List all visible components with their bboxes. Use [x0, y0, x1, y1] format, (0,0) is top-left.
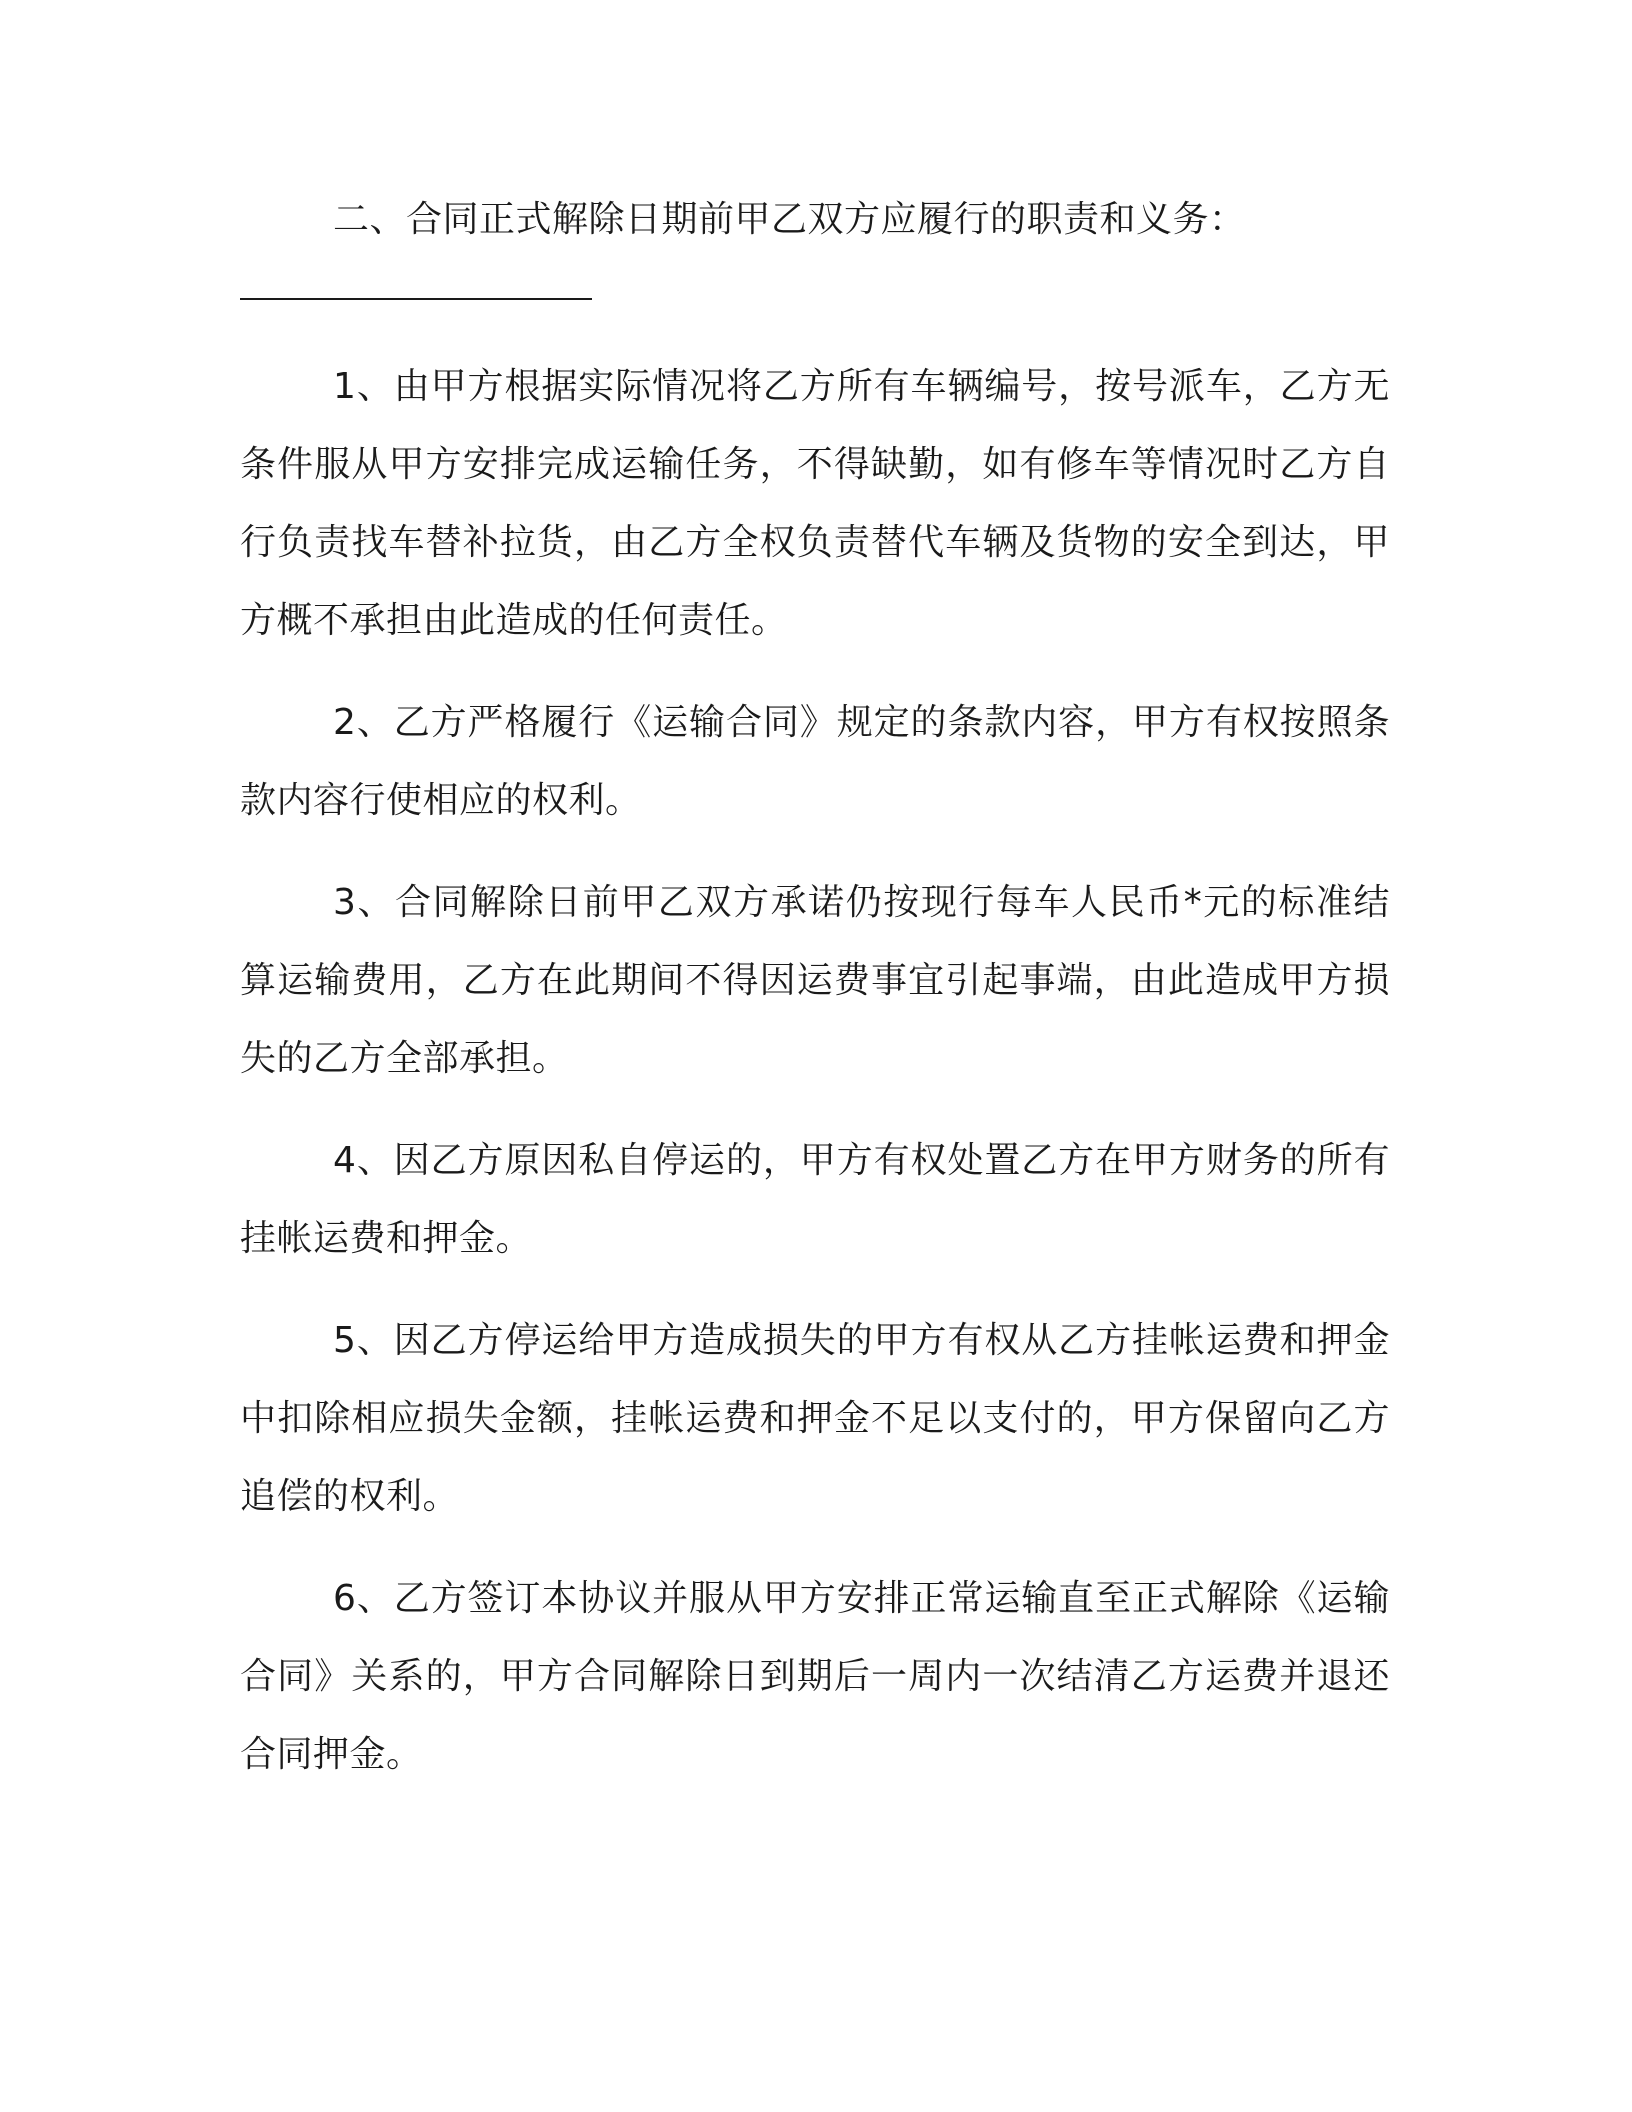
- clause-list: [240, 348, 1390, 1794]
- underline-rule: [240, 298, 592, 300]
- clause-3: 3、合同解除日前甲乙双方承诺仍按现行每车人民币*元的标准结算运输费用，乙方在此期间不得因运费事宜引起事端，由此造成甲方损失的乙方全部承担。: [240, 882, 1390, 1079]
- section-heading: 二、合同正式解除日期前甲乙双方应履行的职责和义务：: [333, 199, 1246, 240]
- clause-5: 5、因乙方停运给甲方造成损失的甲方有权从乙方挂帐运费和押金中扣除相应损失金额，挂帐运费和押金不足以支付的，甲方保留向乙方追偿的权利。: [240, 1320, 1390, 1517]
- clause-6: 6、乙方签订本协议并服从甲方安排正常运输直至正式解除《运输合同》关系的，甲方合同解除日到期后一周内一次结清乙方运费并退还合同押金。: [240, 1578, 1390, 1775]
- clause-1: 1、由甲方根据实际情况将乙方所有车辆编号，按号派车，乙方无条件服从甲方安排完成运输任务，不得缺勤，如有修车等情况时乙方自行负责找车替补拉货，由乙方全权负责替代车辆及货物的安全到达，甲方概不承担由此造成的任何责任。: [240, 366, 1390, 641]
- clause-2: 2、乙方严格履行《运输合同》规定的条款内容，甲方有权按照条款内容行使相应的权利。: [240, 702, 1390, 821]
- clause-4: 4、因乙方原因私自停运的，甲方有权处置乙方在甲方财务的所有挂帐运费和押金。: [240, 1140, 1390, 1259]
- document-body: [240, 188, 1390, 1794]
